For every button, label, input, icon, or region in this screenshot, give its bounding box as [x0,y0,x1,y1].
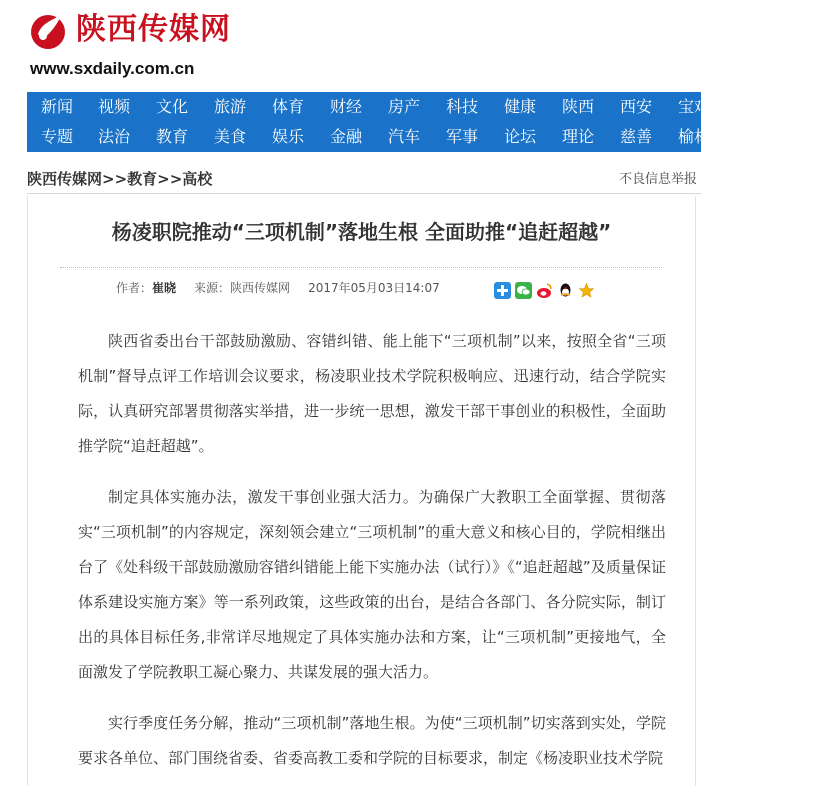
nav-item[interactable]: 教育 [155,127,188,146]
nav-item[interactable]: 新闻 [40,97,73,116]
nav-item[interactable]: 文化 [155,97,188,116]
nav-item[interactable]: 论坛 [503,127,536,146]
nav-item[interactable]: 慈善 [619,127,652,146]
nav-item[interactable]: 军事 [445,127,478,146]
nav-item[interactable]: 法治 [97,127,130,146]
qzone-icon[interactable] [494,282,511,299]
nav-item[interactable]: 视频 [97,97,130,116]
nav-item[interactable]: 财经 [329,97,362,116]
nav-item[interactable]: 陕西 [561,97,594,116]
nav-item[interactable]: 理论 [561,127,594,146]
article-body [78,324,666,792]
nav-item[interactable]: 娱乐 [271,127,304,146]
favorite-icon[interactable] [578,282,595,299]
author-name: 崔晓 [152,281,177,295]
nav-item[interactable]: 健康 [503,97,536,116]
report-link[interactable]: 不良信息举报 [618,172,697,187]
source-label: 来源： [194,281,231,295]
article-paragraph: 陕西省委出台干部鼓励激励、容错纠错、能上能下“三项机制”以来，按照全省“三项机制”督导点评工作培训会议要求，杨凌职业技术学院积极响应、迅速行动，结合学院实际，认真研究部署贯彻落实举措，进一步统一思想，激发干部干事创业的积极性，全面助推学院“追赶超越”。 [78,332,666,455]
nav-item[interactable]: 榆林 [677,127,710,146]
logo-icon[interactable] [28,8,72,52]
nav-row-2 [27,122,827,152]
nav-item[interactable]: 专题 [40,127,73,146]
main-nav [27,92,710,152]
breadcrumb-bar [27,165,701,194]
site-url[interactable]: www.sxdaily.com.cn [30,59,195,78]
share-bar [494,282,595,300]
nav-item[interactable]: 金融 [329,127,362,146]
qq-icon[interactable] [557,282,574,299]
nav-item[interactable]: 宝鸡 [677,97,710,116]
author-label: 作者： [116,281,153,295]
nav-item[interactable]: 房产 [387,97,420,116]
article [27,196,696,786]
weibo-icon[interactable] [536,282,553,299]
publish-datetime: 2017年05月03日14:07 [308,281,440,295]
source-name: 陕西传媒网 [230,281,291,295]
article-paragraph: 实行季度任务分解，推动“三项机制”落地生根。为使“三项机制”切实落到实处，学院要求各单位、部门围绕省委、省委高教工委和学院的目标要求，制定《杨凌职业技术学院 [78,714,666,767]
nav-item[interactable]: 西安 [619,97,652,116]
logo-text[interactable]: 陕西传媒网 [76,12,231,47]
nav-item[interactable]: 汽车 [387,127,420,146]
nav-item[interactable]: 美食 [213,127,246,146]
nav-row-1 [27,92,827,122]
breadcrumb[interactable]: 陕西传媒网>>教育>>高校 [27,170,213,188]
article-meta [116,278,440,298]
article-paragraph: 制定具体实施办法，激发干事创业强大活力。为确保广大教职工全面掌握、贯彻落实“三项机制”的内容规定，深刻领会建立“三项机制”的重大意义和核心目的，学院相继出台了《处科级干部鼓励激励容错纠错能上能下实施办法（试行）》《“追赶超越”及质量保证体系建设实施方案》等一系列政策，这些政策的出台，是结合各部门、各分院实际，制订出的具体目标任务,非常详尽地规定了具体实施办法和方案，让“三项机制”更接地气，全面激发了学院教职工凝心聚力、共谋发展的强大活力。 [78,488,666,681]
nav-item[interactable]: 体育 [271,97,304,116]
nav-item[interactable]: 科技 [445,97,478,116]
wechat-icon[interactable] [515,282,532,299]
site-header [0,0,701,92]
title-divider [60,267,662,268]
nav-item[interactable]: 旅游 [213,97,246,116]
article-title: 杨凌职院推动“三项机制”落地生根 全面助推“追赶超越” [111,220,612,244]
